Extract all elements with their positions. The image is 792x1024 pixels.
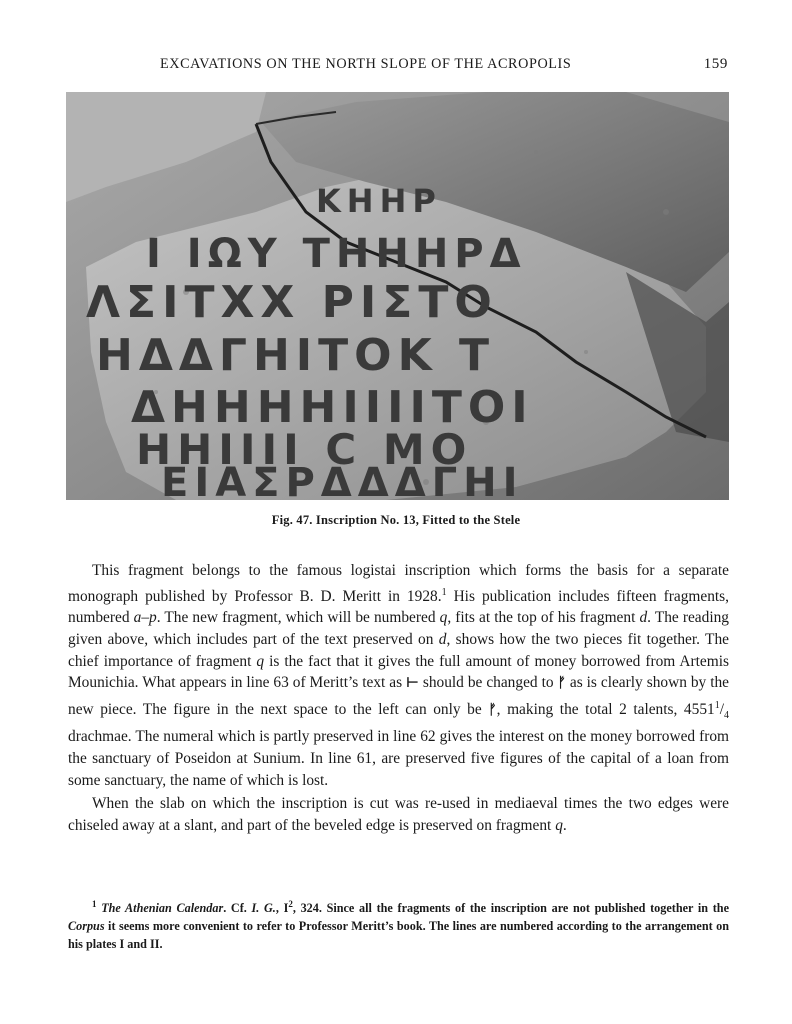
inscription-line-1: ΚΗΗΡ (316, 182, 442, 220)
fragment-letter: d (639, 609, 648, 627)
inscription-photograph (66, 92, 729, 500)
text-run: , 324. Since all the fragments of the inscription are not published together in the (292, 901, 729, 916)
text-run: . (562, 816, 567, 834)
body-text (68, 560, 729, 836)
footnote (68, 895, 729, 953)
footnote-1 (68, 895, 729, 953)
fraction-denominator: 4 (724, 709, 729, 721)
inscription-line-2: Ι ΙΩΥ ΤΗΗΗΡΔ (146, 231, 527, 277)
text-run: as is clearly shown by the new piece. The figure in the next space to the left can only be (68, 674, 730, 718)
corpus-abbrev: I. G. (251, 901, 276, 916)
footnote-marker: 1 (92, 899, 97, 909)
figure-caption: Fig. 47. Inscription No. 13, Fitted to the Stele (271, 513, 521, 527)
text-run: is the fact that it gives the full amount of money borrowed from Artemis Mounichia. What appears in line 63 of Meritt’s text as (68, 652, 729, 692)
text-run: . The new fragment, which will be numbered (156, 609, 440, 627)
text-run: When the slab on which the inscription is cut was re-used in mediaeval times the two edges were chiseled away at a slant, and part of the beveled edge is preserved on fragment (68, 795, 729, 834)
inscription-line-6: ΗΗΙΙΙΙ C ΜΟ (136, 425, 473, 474)
fragment-letter: q (555, 816, 563, 834)
text-run: . The reading given above, which includes part of the text preserved on (68, 609, 729, 648)
inscription-line-5: ΔΗΗΗΗΙΙΙΙΤΟΙ (131, 382, 534, 433)
corpus-title: Corpus (68, 919, 105, 934)
text-run: His publication includes fifteen fragments, numbered (68, 587, 730, 627)
text-run: , making the total 2 talents, 4551 (496, 700, 715, 718)
inscription-line-7: ΕΙΑΣΡΔΔΔΓΗΙ (161, 460, 524, 500)
stele-image (66, 92, 729, 500)
text-run: should be changed to (418, 674, 558, 692)
attic-numeral-glyph: ᚠ (488, 701, 497, 718)
attic-numeral-glyph: ᚠ (557, 675, 566, 692)
text-run: . Cf. (223, 901, 252, 916)
text-run: This fragment belongs to the famous logistai inscription which forms the basis for a separate monograph published by Professor B. D. Meritt in 1928. (68, 562, 729, 605)
paragraph-1 (68, 560, 729, 791)
text-run: , I (275, 901, 289, 916)
text-run: it seems more convenient to refer to Professor Meritt’s book. The lines are numbered according to the arrangement on his plates I and II. (68, 919, 729, 952)
footnote-ref: 1 (441, 586, 447, 598)
edition-superscript: 2 (288, 899, 293, 909)
fraction-numerator: 1 (714, 699, 720, 711)
attic-numeral-glyph: ⊢ (406, 675, 419, 692)
fragment-letter: q (439, 609, 448, 627)
inscription-line-3: ΛΣΙΤΧΧ ΡΙΣΤΟ (86, 277, 498, 328)
fragment-range: a–p (133, 609, 157, 627)
running-head-title: EXCAVATIONS ON THE NORTH SLOPE OF THE ACROPOLIS (160, 56, 572, 72)
fragment-letter: q (256, 652, 265, 670)
paragraph-2 (68, 793, 729, 836)
fragment-letter: d (438, 630, 447, 648)
text-run: , shows how the two pieces fit together. The chief importance of fragment (68, 630, 729, 670)
text-run: , fits at the top of his fragment (447, 609, 640, 627)
fraction-slash: / (719, 700, 724, 718)
text-run: drachmae. The numeral which is partly preserved in line 62 gives the interest on the money borrowed from the sanctuary of Poseidon at Sunium. In line 61, are preserved five figures of the capital of a loan from some sanctuary, the name of which is lost. (68, 728, 729, 789)
inscription-line-4: ΗΔΔΓΗΙΤΟΚ Τ (96, 330, 496, 381)
book-title: The Athenian Calendar (101, 901, 224, 916)
page-number: 159 (703, 56, 728, 72)
